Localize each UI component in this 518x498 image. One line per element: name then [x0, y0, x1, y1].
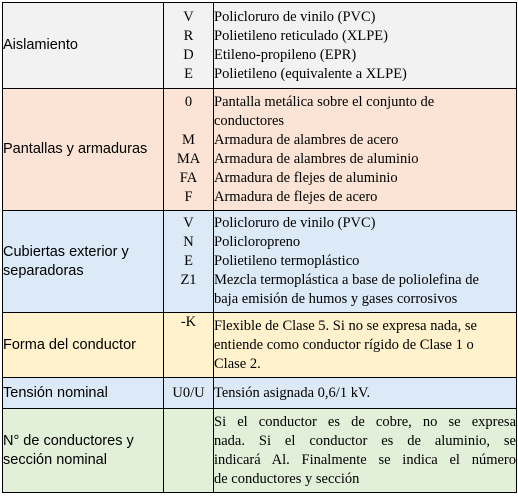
row-cubiertas [3, 211, 517, 313]
label-tension-text: Tensión nominal [3, 384, 108, 401]
label-cubiertas-line: separadoras [3, 262, 84, 279]
row-tension [3, 378, 517, 409]
desc-line: Tensión asignada 0,6/1 kV. [214, 384, 371, 401]
code-v: V [183, 215, 194, 231]
code-tension [164, 378, 214, 409]
code-d: D [183, 46, 194, 63]
code-blank [164, 290, 213, 309]
code-v: V [183, 8, 194, 25]
codes-aislamiento [164, 3, 214, 89]
label-pantallas [3, 89, 164, 211]
desc-forma [214, 313, 517, 378]
codes-pantallas [164, 89, 214, 211]
label-tension [3, 378, 164, 409]
desc-line: Polietileno (equivalente a XLPE) [214, 65, 407, 82]
desc-tension [214, 378, 517, 409]
desc-line: Clase 2. [214, 355, 261, 372]
row-aislamiento [3, 3, 517, 89]
code-k: -K [180, 314, 197, 330]
label-aislamiento [3, 3, 164, 89]
code-fa: FA [179, 169, 198, 186]
label-aislamiento-text: Aislamiento [3, 37, 78, 53]
desc-line: nada. Si el conductor es de aluminio, se [214, 432, 516, 449]
desc-line: Polietileno termoplástico [214, 253, 360, 269]
code-0: 0 [184, 93, 193, 110]
label-conductores-line: sección nominal [3, 451, 107, 468]
row-forma [3, 313, 517, 378]
label-conductores-line: N° de conductores y [3, 432, 134, 449]
desc-line: Pantalla metálica sobre el conjunto de [214, 93, 435, 110]
row-pantallas [3, 89, 517, 211]
label-forma [3, 313, 164, 378]
desc-line: Flexible de Clase 5. Si no se expresa nada, se [214, 317, 477, 334]
code-ma: MA [176, 150, 201, 167]
cable-designation-table [2, 2, 517, 493]
label-forma-text: Forma del conductor [3, 336, 136, 353]
label-cubiertas-line: Cubiertas exterior y [3, 243, 129, 260]
code-e: E [184, 253, 193, 269]
code-z1: Z1 [180, 272, 197, 288]
desc-pantallas [214, 89, 517, 211]
desc-line: Etileno-propileno (EPR) [214, 46, 357, 63]
code-r: R [183, 27, 194, 44]
desc-cubiertas [214, 211, 517, 313]
codes-forma [164, 313, 214, 378]
code-e: E [184, 65, 193, 82]
desc-line: Policloropreno [214, 234, 301, 250]
desc-line: entiende como conductor rígido de Clase 1 o [214, 336, 474, 353]
desc-line: de conductores y sección [214, 470, 360, 487]
codes-cubiertas [164, 211, 214, 313]
code-n: N [183, 234, 194, 250]
desc-line: Si el conductor es de cobre, no se expresa [214, 413, 516, 430]
desc-line: Policloruro de vinilo (PVC) [214, 8, 376, 25]
label-conductores [3, 409, 164, 493]
codes-conductores [164, 409, 214, 493]
desc-conductores [214, 409, 517, 493]
code-f: F [184, 188, 193, 205]
desc-line: Polietileno reticulado (XLPE) [214, 27, 388, 44]
desc-line: Policloruro de vinilo (PVC) [214, 215, 376, 231]
desc-line: Armadura de alambres de acero [214, 131, 399, 148]
desc-aislamiento [214, 3, 517, 89]
label-cubiertas [3, 211, 164, 313]
label-pantallas-text: Pantallas y armaduras [3, 141, 148, 157]
code-m: M [182, 131, 195, 148]
desc-line: baja emisión de humos y gases corrosivos [214, 291, 458, 307]
desc-line: Armadura de flejes de aluminio [214, 169, 398, 186]
desc-line: conductores [214, 112, 285, 129]
desc-line: Mezcla termoplástica a base de poliolefina de [214, 272, 479, 288]
desc-line: Armadura de alambres de aluminio [214, 150, 419, 167]
code-blank [164, 112, 213, 131]
desc-line: Armadura de flejes de acero [214, 188, 378, 205]
desc-line: indicará Al. Finalmente se indica el número [214, 451, 516, 468]
row-conductores [3, 409, 517, 493]
code-u0u: U0/U [172, 384, 205, 401]
